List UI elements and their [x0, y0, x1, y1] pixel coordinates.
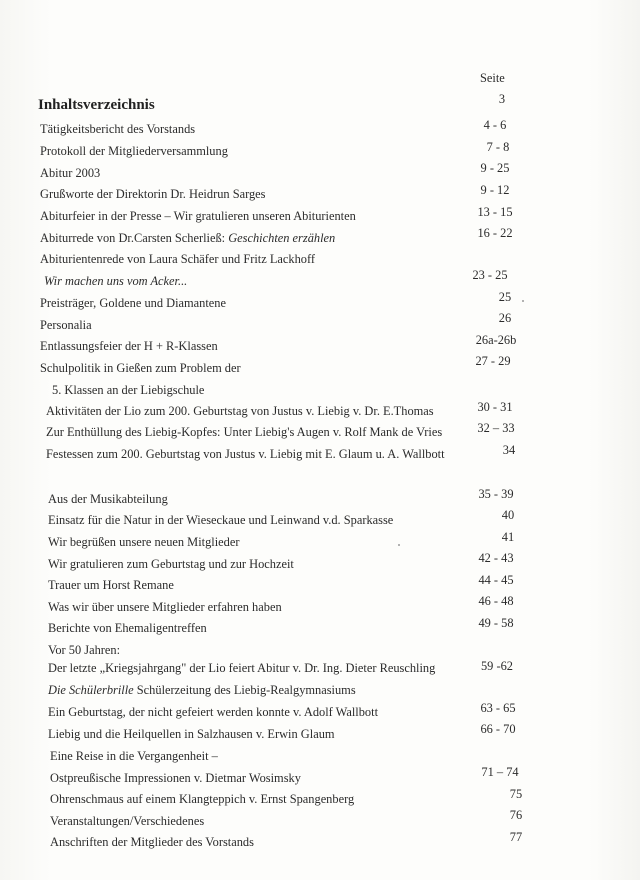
toc-entry-page: 44 - 45	[478, 573, 514, 587]
toc-entry-page: 27 - 29	[475, 354, 511, 368]
toc-entry-text: Abiturfeier in der Presse – Wir gratulieren unseren Abiturienten	[40, 209, 356, 223]
page-title: Inhaltsverzeichnis	[38, 97, 155, 113]
toc-entry-text-italic: Die Schülerbrille	[48, 683, 134, 697]
toc-entry-page: 42 - 43	[478, 551, 514, 565]
toc-entry-text: Ein Geburtstag, der nicht gefeiert werden konnte v. Adolf Wallbott	[48, 705, 379, 719]
toc-entry-page: 16 - 22	[477, 226, 513, 240]
toc-entry-page: 75	[509, 787, 523, 801]
scan-speck	[522, 300, 524, 302]
toc-entry-text: Festessen zum 200. Geburtstag von Justus v. Liebig mit E. Glaum u. A. Wallbott	[46, 447, 445, 461]
toc-entry-text: Vor 50 Jahren:	[48, 643, 121, 657]
toc-entry-text-plain: Abiturrede von Dr.Carsten Scherließ:	[40, 231, 229, 245]
toc-entry-text: Personalia	[40, 318, 92, 332]
toc-entry-page: 25	[498, 290, 512, 304]
toc-entry-text	[48, 682, 356, 698]
toc-entry-text: Aktivitäten der Lio zum 200. Geburtstag von Justus v. Liebig v. Dr. E.Thomas	[46, 404, 434, 418]
toc-entry-text: Protokoll der Mitgliederversammlung	[40, 144, 228, 158]
toc-entry-page: 40	[501, 508, 515, 522]
toc-entry-text: Der letzte „Kriegsjahrgang" der Lio feiert Abitur v. Dr. Ing. Dieter Reuschling	[48, 661, 436, 675]
toc-entry-text: Wir gratulieren zum Geburtstag und zur Hochzeit	[48, 557, 294, 571]
toc-entry-page: 26a-26b	[475, 333, 517, 347]
toc-entry-page: 71 – 74	[481, 765, 519, 779]
toc-entry-page: 49 - 58	[478, 616, 514, 630]
toc-entry-text: Trauer um Horst Remane	[48, 578, 174, 592]
toc-entry-page: 77	[509, 830, 523, 844]
toc-entry-page: 23 - 25	[472, 268, 508, 282]
toc-entry-text: Entlassungsfeier der H + R-Klassen	[40, 339, 218, 353]
toc-entry-text: Tätigkeitsbericht des Vorstands	[40, 122, 196, 136]
toc-entry-text: Wir begrüßen unsere neuen Mitglieder	[48, 535, 240, 549]
toc-entry-text: Was wir über unsere Mitglieder erfahren haben	[48, 600, 282, 614]
toc-entry-text-plain: Schülerzeitung des Liebig-Realgymnasiums	[133, 683, 356, 697]
toc-entry-text: Schulpolitik in Gießen zum Problem der	[40, 361, 241, 375]
toc-entry-page: 35 - 39	[478, 487, 514, 501]
toc-entry-page: 32 – 33	[477, 421, 515, 435]
toc-entry-text-italic: Wir machen uns vom Acker...	[44, 274, 188, 288]
toc-entry-page: 7 - 8	[486, 140, 510, 154]
toc-entry-page: 26	[498, 311, 512, 325]
toc-entry-page: 66 - 70	[480, 722, 516, 736]
toc-entry-text-italic: Geschichten erzählen	[228, 231, 336, 245]
toc-entry-text: Ohrenschmaus auf einem Klangteppich v. Ernst Spangenberg	[50, 792, 355, 806]
toc-entry-text: 5. Klassen an der Liebigschule	[52, 383, 205, 397]
toc-entry-page: 41	[501, 530, 515, 544]
toc-entry-page: 9 - 25	[480, 161, 510, 175]
toc-entry-text	[40, 230, 335, 246]
seite-header: Seite	[480, 71, 505, 85]
scan-speck	[398, 544, 400, 546]
toc-entry-page: 63 - 65	[480, 701, 516, 715]
toc-entry-text: Veranstaltungen/Verschiedenes	[50, 814, 205, 828]
toc-entry-text: Grußworte der Direktorin Dr. Heidrun Sarges	[40, 187, 266, 201]
title-page-number: 3	[498, 92, 506, 106]
toc-entry-text: Berichte von Ehemaligentreffen	[48, 621, 207, 635]
toc-entry-page: 34	[502, 443, 516, 457]
toc-entry-text: Abiturientenrede von Laura Schäfer und Fritz Lackhoff	[40, 252, 316, 266]
toc-entry-text: Einsatz für die Natur in der Wieseckaue und Leinwand v.d. Sparkasse	[48, 513, 394, 527]
toc-entry-page: 13 - 15	[477, 205, 513, 219]
toc-entry-text: Aus der Musikabteilung	[48, 492, 168, 506]
toc-entry-page: 4 - 6	[483, 118, 507, 132]
toc-entry-page: 30 - 31	[477, 400, 513, 414]
toc-entry-text: Zur Enthüllung des Liebig-Kopfes: Unter Liebig's Augen v. Rolf Mank de Vries	[46, 425, 443, 439]
toc-entry-page: 9 - 12	[480, 183, 510, 197]
toc-entry-page: 76	[509, 808, 523, 822]
toc-entry-text: Eine Reise in die Vergangenheit –	[50, 749, 218, 763]
toc-entry-text: Preisträger, Goldene und Diamantene	[40, 296, 226, 310]
toc-entry-text: Ostpreußische Impressionen v. Dietmar Wosimsky	[50, 771, 301, 785]
toc-entry-page: 46 - 48	[478, 594, 514, 608]
toc-entry-page: 59 -62	[480, 659, 513, 673]
toc-entry-text: Liebig und die Heilquellen in Salzhausen v. Erwin Glaum	[48, 727, 335, 741]
toc-entry-text: Anschriften der Mitglieder des Vorstands	[50, 835, 254, 849]
toc-entry-text: Abitur 2003	[40, 166, 101, 180]
